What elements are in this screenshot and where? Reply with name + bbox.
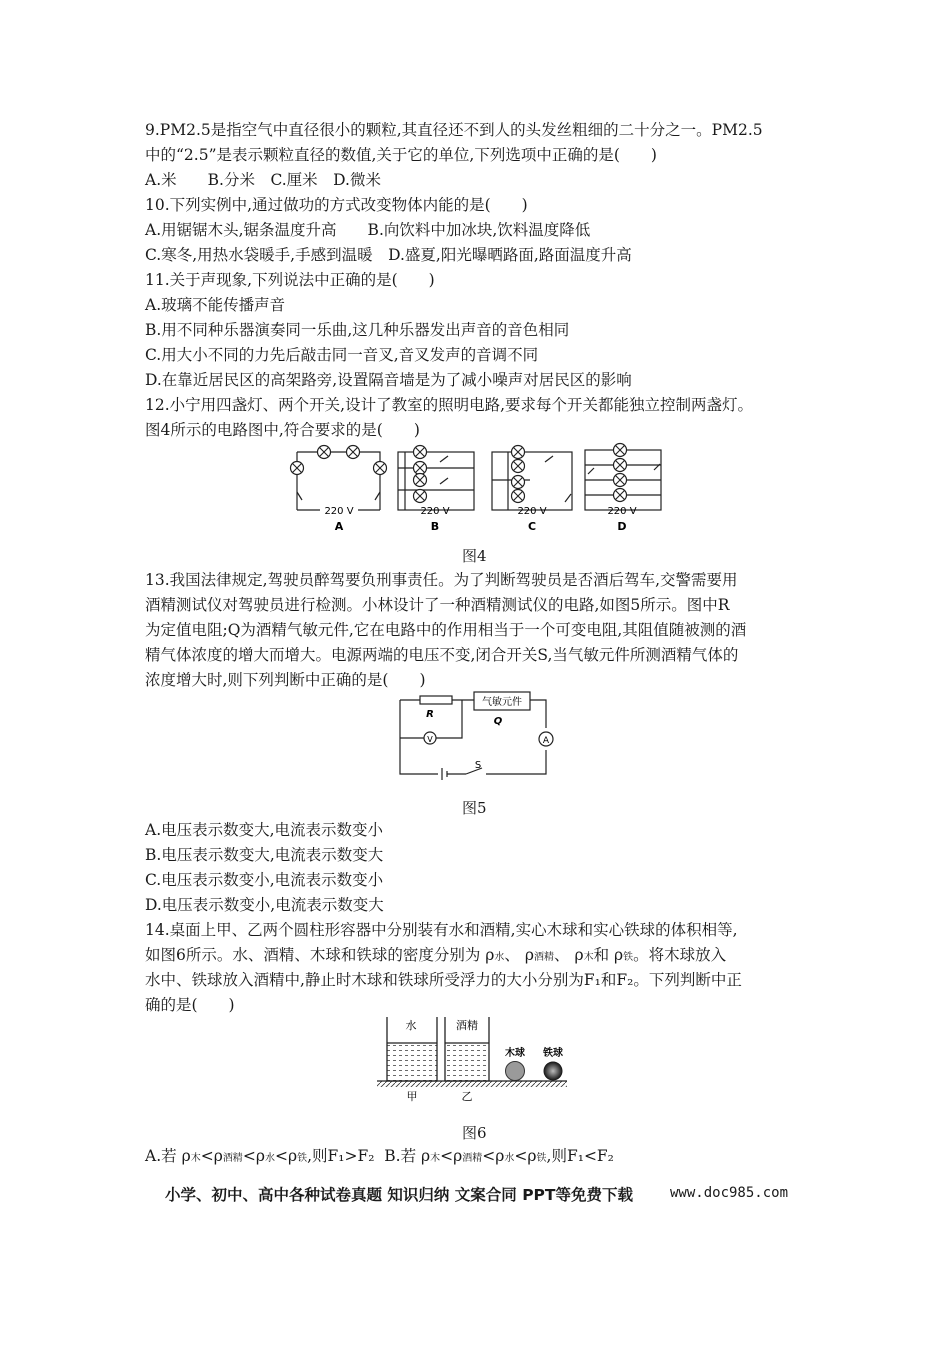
q10-options-cd: C.寒冬,用热水袋暖手,手感到温暖 D.盛夏,阳光曝晒路面,路面温度升高	[145, 246, 632, 264]
fig6-label-alcohol: 酒精	[456, 1019, 478, 1032]
fig6-label-wood: 木球	[505, 1048, 525, 1059]
q13-option-b: B.电压表示数变大,电流表示数变大	[145, 846, 384, 864]
figure-6-caption: 图6	[462, 1124, 487, 1142]
q13-option-c: C.电压表示数变小,电流表示数变小	[145, 871, 384, 889]
voltage-label-d: 220 V	[607, 506, 637, 517]
fig5-label-s: S	[474, 760, 482, 771]
figure-4-caption: 图4	[462, 547, 487, 565]
wooden-ball	[506, 1062, 525, 1081]
q11-option-c: C.用大小不同的力先后敲击同一音叉,音叉发声的音调不同	[145, 346, 539, 364]
figure-6-containers	[375, 1013, 575, 1103]
q14-line-2: 如图6所示。水、酒精、木球和铁球的密度分别为 ρ水、 ρ酒精、 ρ木和 ρ铁。将木球放入	[145, 946, 727, 964]
voltage-label-b: 220 V	[420, 506, 450, 517]
fig6-label-water: 水	[405, 1019, 417, 1032]
voltmeter-icon: V	[427, 735, 433, 744]
q14-line-1: 14.桌面上甲、乙两个圆柱形容器中分别装有水和酒精,实心木球和实心铁球的体积相等,	[145, 921, 738, 939]
q9-options: A.米 B.分米 C.厘米 D.微米	[145, 171, 381, 189]
footer-promo-text: 小学、初中、高中各种试卷真题 知识归纳 文案合同 PPT等免费下载	[165, 1186, 633, 1204]
q12-line-1: 12.小宁用四盏灯、两个开关,设计了教室的照明电路,要求每个开关都能独立控制两盏灯。	[145, 396, 754, 414]
fig6-label-yi: 乙	[461, 1090, 473, 1103]
fig6-label-jia: 甲	[406, 1090, 418, 1103]
q14-line-3: 水中、铁球放入酒精中,静止时木球和铁球所受浮力的大小分别为F₁和F₂。下列判断中正	[145, 971, 742, 989]
q13-line-4: 精气体浓度的增大而增大。电源两端的电压不变,闭合开关S,当气敏元件所测酒精气体的	[145, 646, 739, 664]
q9-line-1: 9.PM2.5是指空气中直径很小的颗粒,其直径还不到人的头发丝粗细的二十分之一。PM2.5	[145, 121, 763, 139]
q11-option-a: A.玻璃不能传播声音	[145, 296, 286, 314]
circuit-label-d: D	[617, 520, 627, 533]
circuit-label-c: C	[527, 520, 537, 533]
q11-option-b: B.用不同种乐器演奏同一乐曲,这几种乐器发出声音的音色相同	[145, 321, 570, 339]
q13-line-1: 13.我国法律规定,驾驶员醉驾要负刑事责任。为了判断驾驶员是否酒后驾车,交警需要用	[145, 571, 738, 589]
figure-5-circuit	[390, 688, 560, 780]
figure-5-caption: 图5	[462, 799, 487, 817]
q13-option-d: D.电压表示数变小,电流表示数变大	[145, 896, 384, 914]
q9-line-2: 中的“2.5”是表示颗粒直径的数值,关于它的单位,下列选项中正确的是( )	[145, 146, 657, 164]
q14-line-4: 确的是( )	[145, 996, 235, 1014]
q10-options-ab: A.用锯锯木头,锯条温度升高 B.向饮料中加冰块,饮料温度降低	[145, 221, 591, 239]
fig5-label-sensor: 气敏元件	[482, 697, 522, 708]
q11-option-d: D.在靠近居民区的高架路旁,设置隔音墙是为了减小噪声对居民区的影响	[145, 371, 632, 389]
q13-line-2: 酒精测试仪对驾驶员进行检测。小林设计了一种酒精测试仪的电路,如图5所示。图中R	[145, 596, 730, 614]
fig5-label-r: R	[426, 709, 434, 720]
q10-stem: 10.下列实例中,通过做功的方式改变物体内能的是( )	[145, 196, 528, 214]
q13-option-a: A.电压表示数变大,电流表示数变小	[145, 821, 384, 839]
circuit-label-a: A	[334, 520, 344, 533]
voltage-label-c: 220 V	[517, 506, 547, 517]
circuit-b	[398, 452, 474, 510]
circuit-c	[492, 452, 572, 510]
q14-options-ab: A.若 ρ木<ρ酒精<ρ水<ρ铁,则F₁>F₂ B.若 ρ木<ρ酒精<ρ水<ρ铁,则F₁<F₂	[145, 1147, 614, 1165]
figure-4-circuits	[280, 440, 680, 535]
fig5-label-q: Q	[493, 716, 503, 727]
q13-line-5: 浓度增大时,则下列判断中正确的是( )	[145, 671, 426, 689]
footer-url[interactable]: www.doc985.com	[670, 1185, 789, 1201]
iron-ball	[544, 1062, 563, 1081]
circuit-a	[297, 452, 380, 510]
q12-line-2: 图4所示的电路图中,符合要求的是( )	[145, 421, 420, 439]
ammeter-icon: A	[542, 736, 550, 746]
voltage-label-a: 220 V	[324, 506, 354, 517]
circuit-label-b: B	[430, 520, 440, 533]
q11-stem: 11.关于声现象,下列说法中正确的是( )	[145, 271, 435, 289]
q13-line-3: 为定值电阻;Q为酒精气敏元件,它在电路中的作用相当于一个可变电阻,其阻值随被测的酒	[145, 621, 747, 639]
fig6-label-iron: 铁球	[543, 1048, 563, 1059]
